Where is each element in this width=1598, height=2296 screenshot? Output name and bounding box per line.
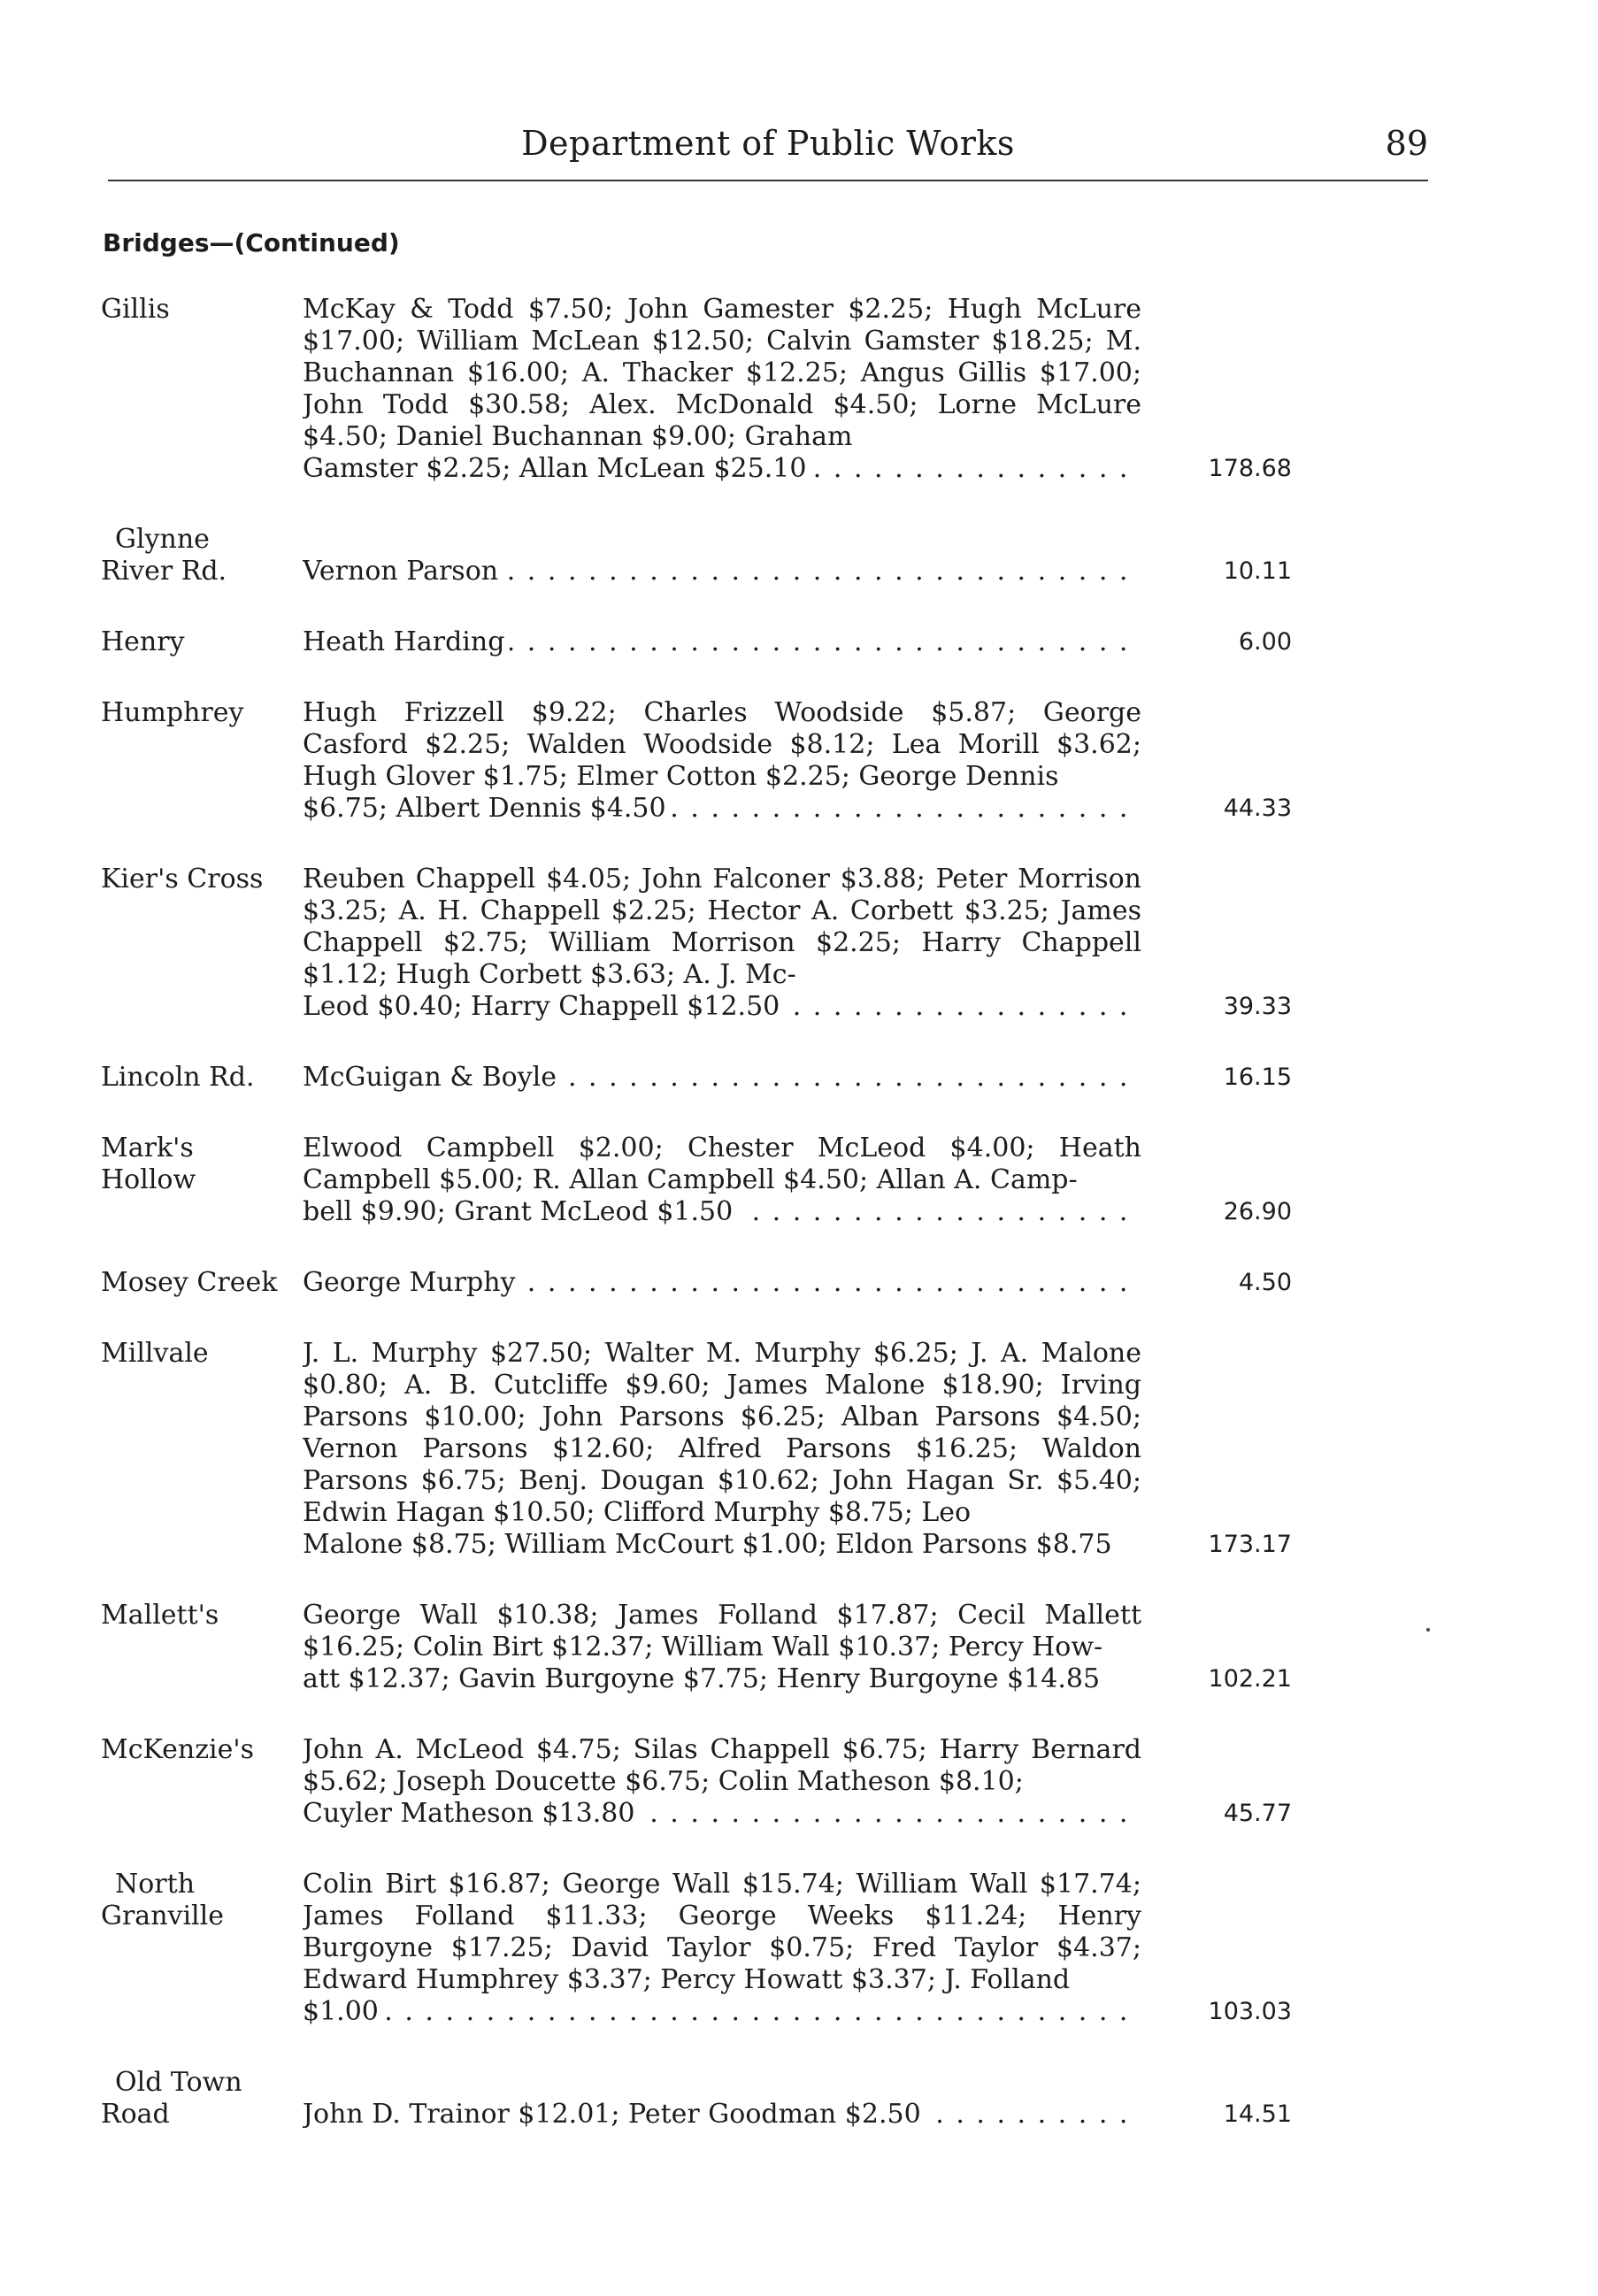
entry-body (303, 864, 1292, 1023)
payment-last-line (303, 1062, 1141, 1094)
payment-text: Colin Birt $16.87; George Wall $15.74; William Wall $17.74; James Folland $11.33; George Weeks $11.24; Henry Burgoyne $17.25; David Taylor $0.75; Fred Taylor $4.37; Edward Humphrey $3.37; Percy Howatt $3.37; J. Folland (303, 1869, 1141, 1995)
entry-body (303, 626, 1292, 658)
bridge-name (101, 1734, 303, 1766)
header-rule (108, 180, 1428, 181)
entry-total: 4.50 (1238, 1269, 1292, 1296)
payment-last-line (303, 1267, 1141, 1299)
bridge-name-line: Mosey Creek (101, 1267, 278, 1298)
bridge-entries-list (101, 294, 1292, 2131)
entry-total: 16.15 (1223, 1064, 1292, 1091)
entry-body (303, 524, 1292, 587)
entry-body (303, 697, 1292, 825)
contractor-payments (303, 626, 1141, 658)
payment-last-line (303, 991, 1141, 1023)
payment-last-line (303, 1996, 1141, 2028)
payment-last-line (303, 793, 1141, 825)
payment-last-text: Gamster $2.25; Allan McLean $25.10 (303, 453, 811, 484)
bridge-name-line: Gillis (101, 294, 170, 325)
entry-total: 6.00 (1238, 628, 1292, 656)
payment-text: McKay & Todd $7.50; John Gamester $2.25; Hugh McLure $17.00; William McLean $12.50; Calvin Gamster $18.25; M. Buchannan $16.00; A. Thacker $12.25; Angus Gillis $17.00; John Todd $30.58; Alex. McDonald $4.50; Lorne McLure $4.50; Daniel Buchannan $9.00; Graham (303, 294, 1141, 452)
entry-body (303, 1734, 1292, 1830)
payment-last-text: $6.75; Albert Dennis $4.50 (303, 793, 672, 824)
payment-last-line (303, 1529, 1141, 1561)
contractor-payments (303, 1062, 1141, 1094)
entry-total: 10.11 (1223, 557, 1292, 585)
bridge-entry (101, 1133, 1292, 1228)
bridge-name-line: Lincoln Rd. (101, 1062, 255, 1093)
section-title: Bridges—(Continued) (103, 228, 400, 257)
payment-last-text: att $12.37; Gavin Burgoyne $7.75; Henry Burgoyne $14.85 (303, 1663, 1105, 1694)
bridge-entry (101, 524, 1292, 587)
contractor-payments (303, 2099, 1141, 2131)
payment-last-text: bell $9.90; Grant McLeod $1.50 (303, 1196, 738, 1227)
bridge-entry (101, 697, 1292, 825)
entry-body (303, 2067, 1292, 2131)
payment-last-text: Cuyler Matheson $13.80 (303, 1798, 640, 1829)
bridge-name-line: Mallett's (101, 1600, 219, 1631)
payment-last-text: Vernon Parson (303, 556, 503, 587)
payment-last-line (303, 453, 1141, 485)
bridge-entry (101, 864, 1292, 1023)
payment-last-text: Malone $8.75; William McCourt $1.00; Eldon Parsons $8.75 (303, 1529, 1118, 1560)
bridge-name (101, 697, 303, 729)
payment-text: J. L. Murphy $27.50; Walter M. Murphy $6.25; J. A. Malone $0.80; A. B. Cutcliffe $9.60; James Malone $18.90; Irving Parsons $10.00; John Parsons $6.25; Alban Parsons $4.50; Vernon Parsons $12.60; Alfred Parsons $16.25; Waldon Parsons $6.75; Benj. Dougan $10.62; John Hagan Sr. $5.40; Edwin Hagan $10.50; Clifford Murphy $8.75; Leo (303, 1338, 1141, 1528)
payment-text: Elwood Campbell $2.00; Chester McLeod $4.00; Heath Campbell $5.00; R. Allan Campbell $4.50; Allan A. Camp- (303, 1133, 1141, 1195)
payment-last-line (303, 1196, 1141, 1228)
contractor-payments (303, 294, 1141, 485)
bridge-name-line: Henry (101, 626, 185, 657)
bridge-name (101, 626, 303, 658)
entry-total: 44.33 (1223, 795, 1292, 822)
bridge-name-line: Road (101, 2099, 170, 2130)
entry-total: 14.51 (1223, 2100, 1292, 2128)
payment-last-text: Leod $0.40; Harry Chappell $12.50 (303, 991, 785, 1022)
bridge-entry (101, 1869, 1292, 2028)
payment-last-line (303, 626, 1141, 658)
payment-last-text: George Murphy (303, 1267, 520, 1298)
bridge-name (101, 1062, 303, 1094)
contractor-payments (303, 1600, 1141, 1695)
entry-body (303, 1600, 1292, 1695)
payment-text: Hugh Frizzell $9.22; Charles Woodside $5.87; George Casford $2.25; Walden Woodside $8.12; Lea Morill $3.62; Hugh Glover $1.75; Elmer Cotton $2.25; George Dennis (303, 697, 1141, 792)
entry-total: 39.33 (1223, 993, 1292, 1020)
bridge-name-line: River Rd. (101, 556, 227, 587)
bridge-name (101, 294, 303, 326)
payment-last-line (303, 1798, 1141, 1830)
entry-body (303, 1133, 1292, 1228)
entry-total: 103.03 (1208, 1998, 1292, 2025)
payment-last-text: $1.00 (303, 1996, 384, 2027)
bridge-name-line: Granville (101, 1901, 224, 1931)
bridge-name-line: Mark's (101, 1133, 194, 1163)
page-header (108, 120, 1428, 173)
payment-last-text: Heath Harding (303, 626, 510, 657)
contractor-payments (303, 1869, 1141, 2028)
bridge-name (101, 2067, 303, 2131)
bridge-entry (101, 1600, 1292, 1695)
entry-body (303, 1338, 1292, 1561)
bridge-entry (101, 2067, 1292, 2131)
payment-last-line (303, 556, 1141, 587)
payment-last-text: McGuigan & Boyle (303, 1062, 562, 1093)
payment-text: George Wall $10.38; James Folland $17.87; Cecil Mallett $16.25; Colin Birt $12.37; William Wall $10.37; Percy How- (303, 1600, 1141, 1662)
payment-text: John A. McLeod $4.75; Silas Chappell $6.75; Harry Bernard $5.62; Joseph Doucette $6.75; Colin Matheson $8.10; (303, 1734, 1141, 1797)
bridge-entry (101, 1734, 1292, 1830)
entry-total: 26.90 (1223, 1198, 1292, 1225)
bridge-entry (101, 626, 1292, 658)
payment-last-text: John D. Trainor $12.01; Peter Goodman $2.50 (303, 2099, 926, 2130)
contractor-payments (303, 556, 1141, 587)
contractor-payments (303, 1338, 1141, 1561)
bridge-name (101, 1338, 303, 1370)
entry-body (303, 294, 1292, 485)
bridge-entry (101, 1062, 1292, 1094)
entry-total: 178.68 (1208, 455, 1292, 482)
bridge-name-line: Old Town (115, 2067, 242, 2098)
entry-body (303, 1267, 1292, 1299)
bridge-name-line: North (115, 1869, 196, 1900)
page-title: Department of Public Works (521, 124, 1015, 163)
bridge-name-line: Millvale (101, 1338, 209, 1369)
bridge-name (101, 1267, 303, 1299)
bridge-name (101, 864, 303, 895)
bridge-entry (101, 1338, 1292, 1561)
entry-body (303, 1062, 1292, 1094)
bridge-entry (101, 1267, 1292, 1299)
contractor-payments (303, 697, 1141, 825)
bridge-name-line: McKenzie's (101, 1734, 254, 1765)
entry-body (303, 1869, 1292, 2028)
contractor-payments (303, 864, 1141, 1023)
paper-speck (1426, 1628, 1430, 1632)
contractor-payments (303, 1734, 1141, 1830)
contractor-payments (303, 1267, 1141, 1299)
bridge-name (101, 1600, 303, 1632)
bridge-name-line: Glynne (115, 524, 210, 555)
bridge-name-line: Hollow (101, 1164, 196, 1195)
page-number: 89 (1385, 124, 1428, 163)
contractor-payments (303, 1133, 1141, 1228)
payment-last-line (303, 1663, 1141, 1695)
entry-total: 102.21 (1208, 1665, 1292, 1693)
bridge-entry (101, 294, 1292, 485)
payment-text: Reuben Chappell $4.05; John Falconer $3.88; Peter Morrison $3.25; A. H. Chappell $2.25; Hector A. Corbett $3.25; James Chappell $2.75; William Morrison $2.25; Harry Chappell $1.12; Hugh Corbett $3.63; A. J. Mc- (303, 864, 1141, 990)
bridge-name (101, 1869, 303, 1932)
bridge-name-line: Kier's Cross (101, 864, 264, 895)
bridge-name (101, 524, 303, 587)
payment-last-line (303, 2099, 1141, 2131)
bridge-name (101, 1133, 303, 1196)
bridge-name-line: Humphrey (101, 697, 244, 728)
entry-total: 45.77 (1223, 1800, 1292, 1827)
entry-total: 173.17 (1208, 1531, 1292, 1558)
